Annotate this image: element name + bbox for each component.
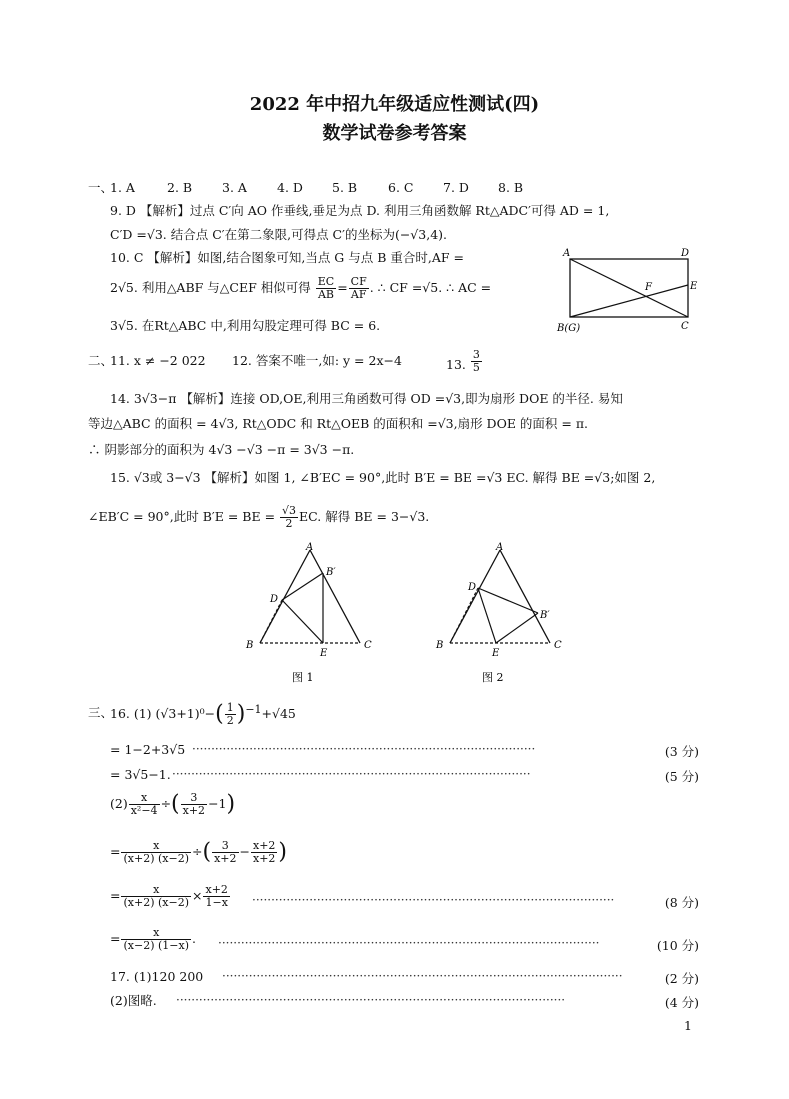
leader-dots: ······························································································	[172, 767, 531, 781]
fig1-caption: 图 1	[292, 671, 314, 684]
q10-figure	[555, 245, 705, 335]
q13-answer: 13. $\frac{3}{5}$	[446, 348, 480, 374]
q16-1-expression: 16. (1) (√3+1)⁰−( $\frac{1}{2}$ )$^{-1}$+√45	[110, 701, 296, 728]
q9-line-2: C′D =√3. 结合点 C′在第二象限,可得点 C′的坐标为(−√3,4).	[110, 227, 448, 242]
label-c: C	[681, 321, 689, 332]
fig2-label-b: B	[436, 640, 444, 651]
title-line-1: 2022 年中招九年级适应性测试(四)	[249, 94, 540, 115]
fig1-label-e: E	[320, 648, 328, 659]
score-3: (3 分)	[664, 744, 699, 759]
q17-2: (2)图略.	[110, 993, 157, 1008]
q15-line-2: ∠EB′C = 90°,此时 B′E = BE = $\frac{√3}{2}$ EC. 解得 BE = 3−√3.	[88, 504, 430, 530]
fig1-label-c: C	[364, 640, 372, 651]
db1	[282, 573, 323, 600]
fig1-label-a: A	[306, 542, 314, 553]
q10-line-3: 3√5. 在Rt△ABC 中,利用勾股定理可得 BC = 6.	[110, 318, 381, 333]
eb1	[496, 613, 538, 643]
q10-line-2: 2√5. 利用△ABF 与△CEF 相似可得 $\frac{EC}{AB}$ = $\frac{CF}{AF}$ . ∴ CF =√5. ∴ AC =	[110, 275, 492, 301]
fig1-label-b1: B′	[326, 567, 336, 578]
fig2-label-a: A	[496, 542, 504, 553]
choice-4: 4. D	[277, 180, 303, 195]
q17-1: 17. (1)120 200	[110, 969, 204, 984]
q11-answer: 11. x ≠ −2 022	[110, 353, 206, 368]
title-line-2: 数学试卷参考答案	[322, 123, 467, 144]
de	[282, 600, 323, 643]
q14-line-2: 等边△ABC 的面积 = 4√3, Rt△ODC 和 Rt△OEB 的面积和 =√3,扇形 DOE 的面积 = π.	[88, 416, 589, 431]
fig1-label-d: D	[270, 594, 279, 605]
section-1-label: 一、	[88, 180, 114, 195]
q16-step-2: = 3√5−1.	[110, 767, 171, 782]
q15-line-1: 15. √3或 3−√3 【解析】如图 1, ∠B′EC = 90°,此时 B′E = BE =√3 EC. 解得 BE =√3;如图 2,	[110, 470, 656, 485]
score-5: (5 分)	[664, 769, 699, 784]
label-e: E	[690, 281, 698, 292]
edge-ac	[500, 550, 550, 643]
leader-dots: ·········································································································	[222, 969, 623, 983]
choice-6: 6. C	[388, 180, 414, 195]
frac-ec-ab: $\frac{EC}{AB}$	[317, 275, 335, 301]
section-2-label: 二、	[88, 353, 114, 368]
line-be	[570, 285, 688, 317]
score-4: (4 分)	[664, 995, 699, 1010]
fig2-label-b1: B′	[540, 610, 550, 621]
choice-8: 8. B	[498, 180, 524, 195]
db-dashed	[450, 588, 478, 643]
label-f: F	[645, 282, 652, 293]
diagonal-ac	[570, 259, 688, 317]
q16-step-3: = $\frac{x}{(x+2) (x-2)}$ ÷( $\frac{3}{x+2}$ − $\frac{x+2}{x+2}$ )	[110, 839, 287, 865]
fig2-caption: 图 2	[482, 671, 504, 684]
edge-ac	[310, 550, 360, 643]
choice-5: 5. B	[332, 180, 358, 195]
fig1-label-b: B	[246, 640, 254, 651]
score-10: (10 分)	[656, 938, 699, 953]
db1	[478, 588, 538, 613]
figure-1	[240, 540, 380, 690]
leader-dots: ······································································································	[176, 993, 566, 1007]
label-a: A	[563, 248, 571, 259]
section-3-label: 三、	[88, 705, 114, 720]
label-bg: B(G)	[557, 323, 581, 334]
leader-dots: ·······························································································	[252, 893, 615, 907]
leader-dots: ··························································································	[192, 742, 536, 756]
q12-answer: 12. 答案不唯一,如: y = 2x−4	[232, 353, 402, 368]
q16-step-4: = $\frac{x}{(x+2) (x-2)}$ × $\frac{x+2}{1-x}$	[110, 883, 228, 909]
leader-dots: ····································································································	[218, 936, 600, 950]
q16-step-5: = $\frac{x}{(x-2) (1-x)}$ .	[110, 926, 196, 952]
q10-line-1: 10. C 【解析】如图,结合图象可知,当点 G 与点 B 重合时,AF =	[110, 250, 465, 265]
page-number: 1	[684, 1018, 692, 1033]
choice-1: 1. A	[110, 180, 135, 195]
figure-2	[430, 540, 570, 690]
choice-2: 2. B	[167, 180, 193, 195]
choice-3: 3. A	[222, 180, 247, 195]
q9-line-1: 9. D 【解析】过点 C′向 AO 作垂线,垂足为点 D. 利用三角函数解 Rt△ADC′可得 AD = 1,	[110, 203, 610, 218]
fig2-label-c: C	[554, 640, 562, 651]
score-8: (8 分)	[664, 895, 699, 910]
q16-2-expression: (2) $\frac{x}{\text{x²−4}}$ ÷( $\frac{3}{x+2}$ −1)	[110, 791, 236, 817]
fig2-label-e: E	[492, 648, 500, 659]
score-2: (2 分)	[664, 971, 699, 986]
de	[478, 588, 496, 643]
label-d: D	[681, 248, 690, 259]
frac-cf-af: $\frac{CF}{AF}$	[350, 275, 367, 301]
q14-line-1: 14. 3√3−π 【解析】连接 OD,OE,利用三角函数可得 OD =√3,即为扇形 DOE 的半径. 易知	[110, 391, 623, 406]
q16-step-1: = 1−2+3√5	[110, 742, 186, 757]
choice-7: 7. D	[443, 180, 469, 195]
fig2-label-d: D	[468, 582, 477, 593]
q14-line-3: ∴ 阴影部分的面积为 4√3 −√3 −π = 3√3 −π.	[88, 442, 355, 457]
